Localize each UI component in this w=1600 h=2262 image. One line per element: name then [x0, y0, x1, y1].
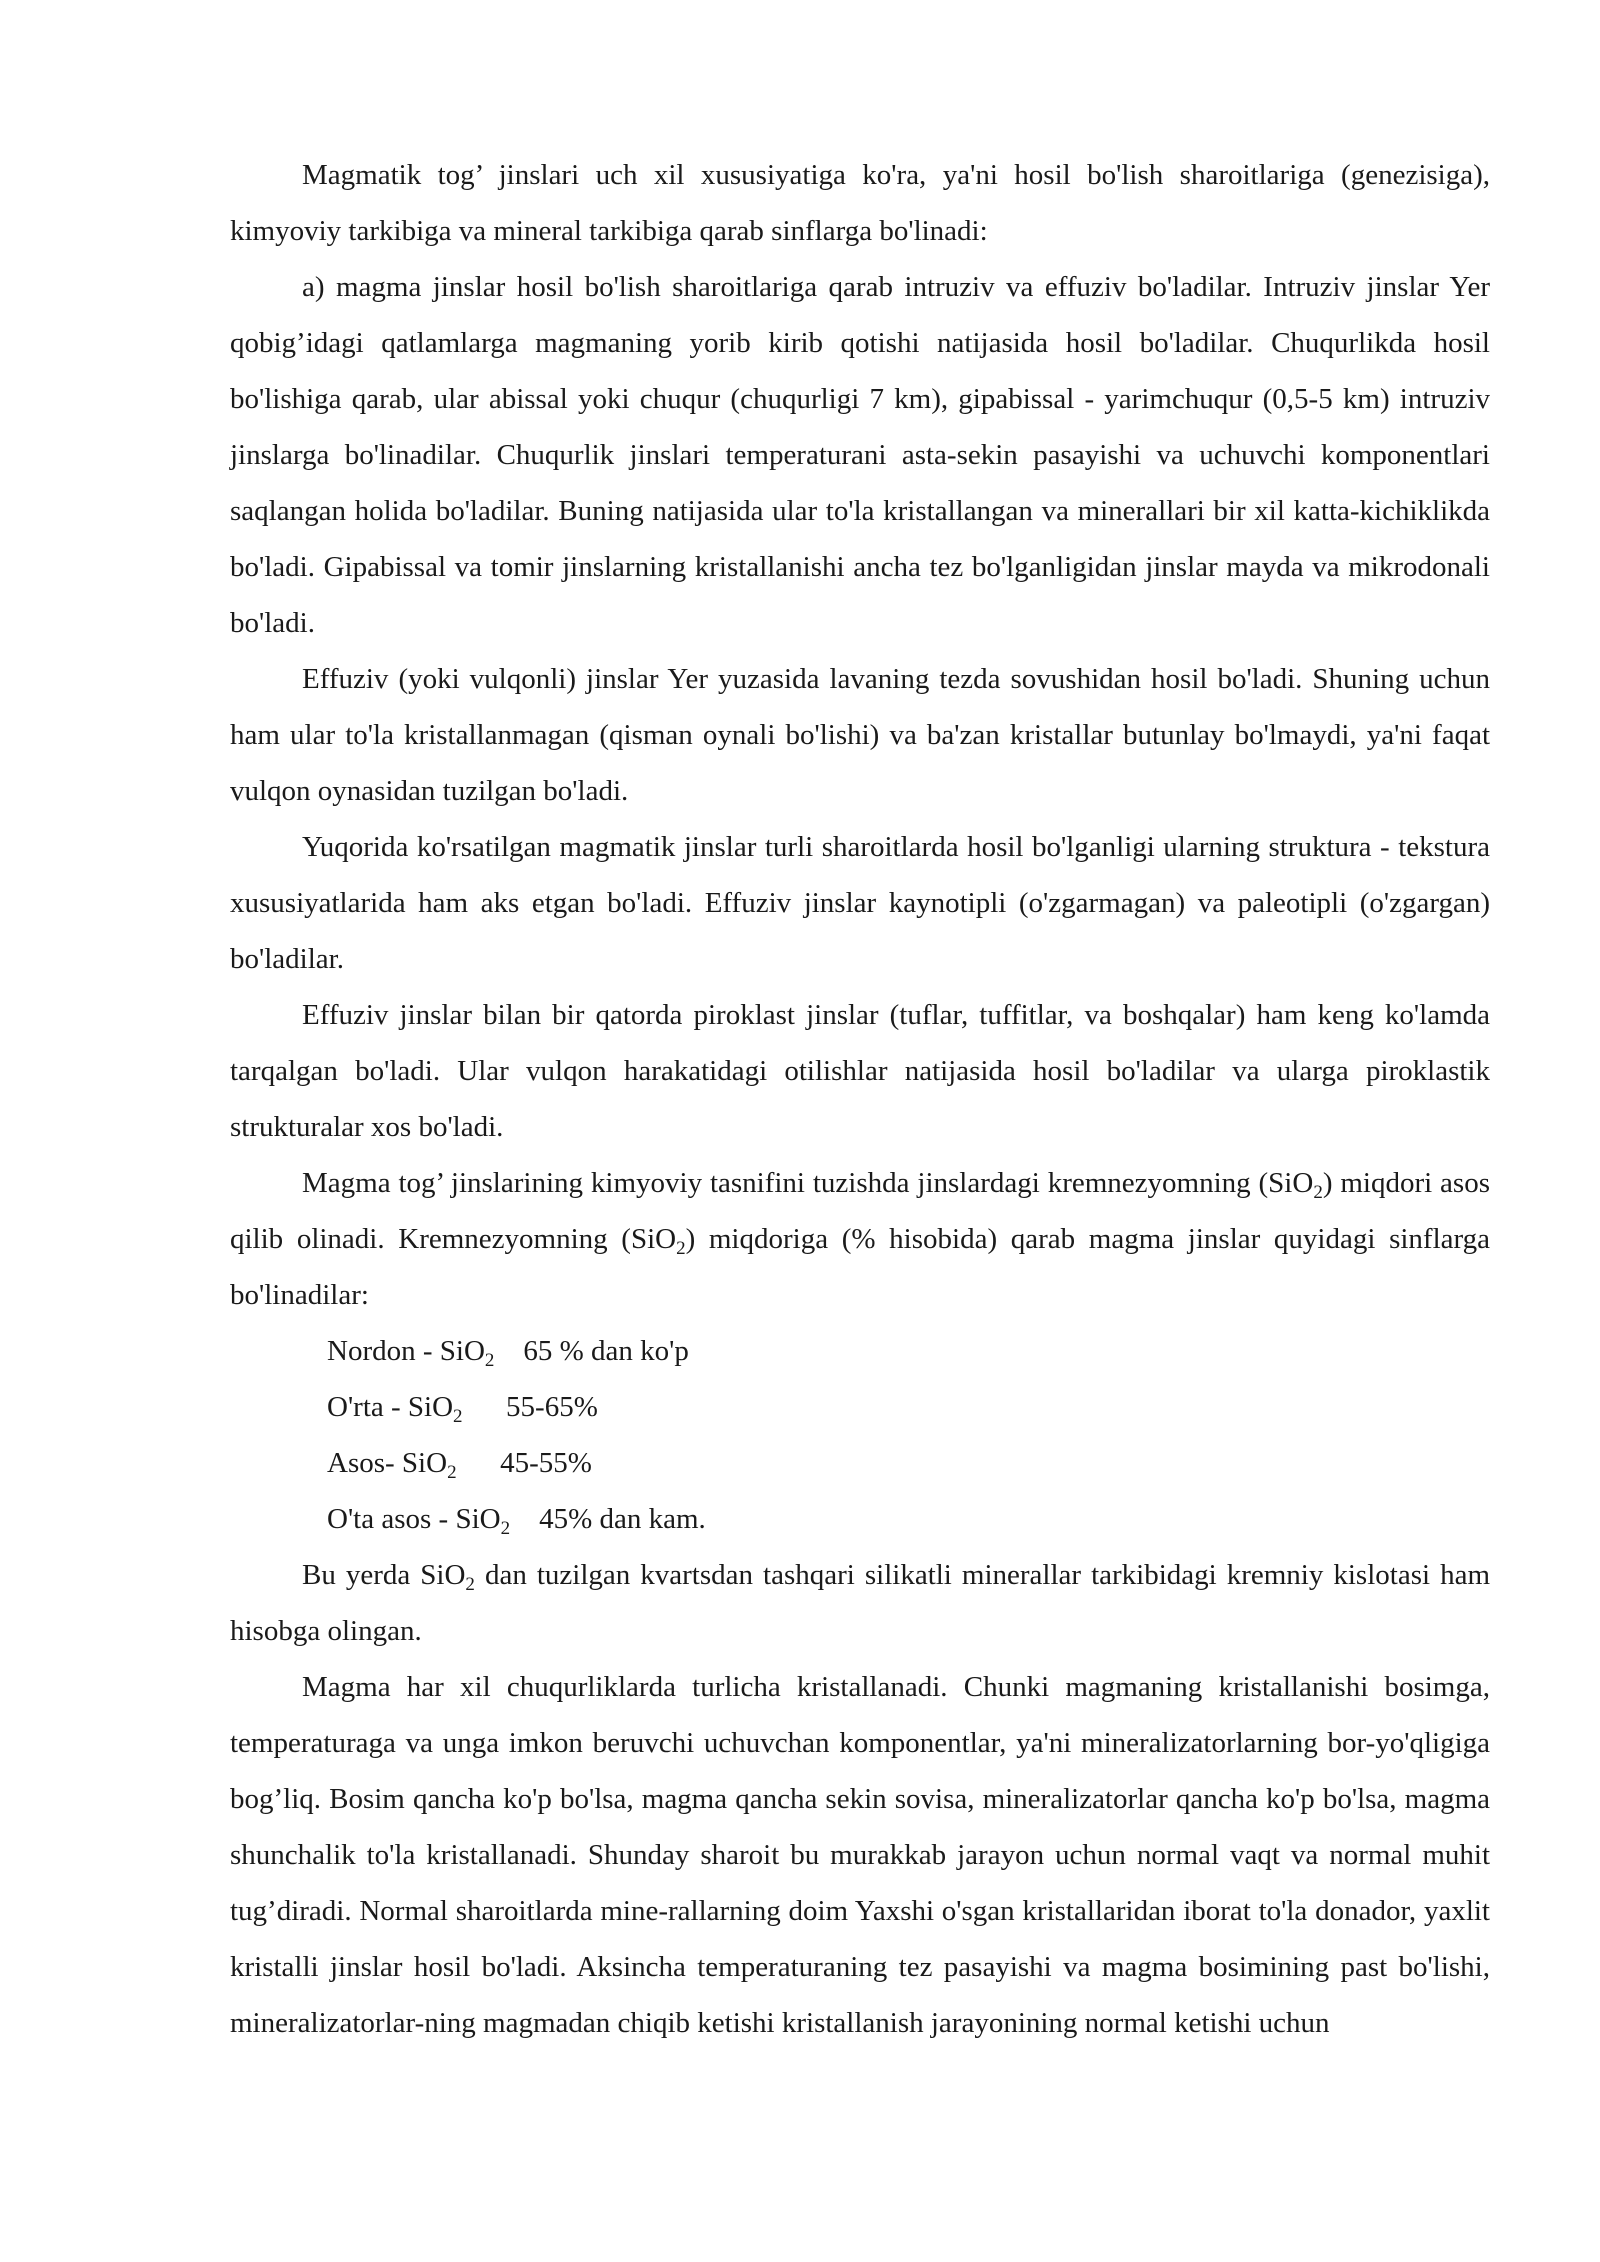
- list-item: [327, 1323, 1490, 1379]
- paragraph-crystallization: Magma har xil chuqurliklarda turlicha kristallanadi. Chunki magmaning kristallanishi bosimga, temperaturaga va unga imkon beruvchi uchuvchan komponentlar, ya'ni mineralizatorlarning bor-yo'qligiga bog’liq. Bosim qancha ko'p bo'lsa, magma qancha sekin sovisa, mineralizatorlar qancha ko'p bo'lsa, magma shunchalik to'la kristallanadi. Shunday sharoit bu murakkab jarayon uchun normal vaqt va normal muhit tug’diradi. Normal sharoitlarda mine-rallarning doim Yaxshi o'sgan kristallaridan iborat to'la donador, yaxlit kristalli jinslar hosil bo'ladi. Aksincha temperaturaning tez pasayishi va magma bosimining past bo'lishi, mineralizatorlar-ning magmadan chiqib ketishi kristallanish jarayonining normal ketishi uchun: [230, 1671, 1490, 2039]
- subscript: 2: [676, 1238, 686, 1259]
- subscript: 2: [1313, 1182, 1323, 1203]
- subscript: 2: [453, 1406, 463, 1427]
- paragraph-structure-texture: Yuqorida ko'rsatilgan magmatik jinslar turli sharoitlarda hosil bo'lganligi ularning struktura - tekstura xususiyatlarida ham aks etgan bo'ladi. Effuziv jinslar kaynotipli (o'zgarmagan) va paleotipli (o'zgargan) bo'ladilar.: [230, 831, 1490, 975]
- text-segment: Magma tog’ jinslarining kimyoviy tasnifini tuzishda jinslardagi kremnezyomning (SiO: [302, 1167, 1314, 1199]
- text-segment: ) miqdoriga (% hisobida) qarab magma jinslar quyidagi sinflarga bo'linadilar:: [230, 1223, 1491, 1311]
- class-value: 45-55%: [500, 1447, 592, 1479]
- paragraph-classification-intro: Magmatik tog’ jinslari uch xil xususiyatiga ko'ra, ya'ni hosil bo'lish sharoitlariga (genezisiga), kimyoviy tarkibiga va mineral tarkibiga qarab sinflarga bo'linadi:: [230, 159, 1490, 247]
- text-segment: Bu yerda SiO: [302, 1559, 466, 1591]
- spacer: [510, 1491, 539, 1547]
- spacer: [494, 1323, 523, 1379]
- paragraph-effusive-rocks: Effuziv (yoki vulqonli) jinslar Yer yuzasida lavaning tezda sovushidan hosil bo'ladi. Shuning uchun ham ular to'la kristallanmagan (qisman oynali bo'lishi) va ba'zan kristallar butunlay bo'lmaydi, ya'ni faqat vulqon oynasidan tuzilgan bo'ladi.: [230, 663, 1490, 807]
- class-name: Nordon - SiO: [327, 1335, 485, 1367]
- text-segment: dan tuzilgan kvartsdan tashqari silikatli minerallar tarkibidagi kremniy kislotasi ham hisobga olingan.: [230, 1559, 1491, 1647]
- class-value: 65 % dan ko'p: [523, 1335, 689, 1367]
- class-name: O'ta asos - SiO: [327, 1503, 501, 1535]
- subscript: 2: [484, 1350, 495, 1371]
- class-value: 45% dan kam.: [539, 1503, 706, 1535]
- class-value: 55-65%: [506, 1391, 598, 1423]
- silica-classes-list: [230, 1323, 1490, 1547]
- paragraph-silica-classification: [230, 1155, 1490, 1323]
- list-item: [327, 1435, 1490, 1491]
- list-item: [327, 1491, 1490, 1547]
- spacer: [463, 1379, 507, 1435]
- paragraph-pyroclastic-rocks: Effuziv jinslar bilan bir qatorda piroklast jinslar (tuflar, tuffitlar, va boshqalar) ham keng ko'lamda tarqalgan bo'ladi. Ular vulqon harakatidagi otilishlar natijasida hosil bo'ladilar va ularga piroklastik strukturalar xos bo'ladi.: [230, 999, 1490, 1143]
- subscript: 2: [500, 1518, 511, 1539]
- spacer: [457, 1435, 501, 1491]
- subscript: 2: [447, 1462, 457, 1483]
- class-name: O'rta - SiO: [327, 1391, 454, 1423]
- class-name: Asos- SiO: [327, 1447, 448, 1479]
- paragraph-quartz-note: [230, 1547, 1490, 1659]
- paragraph-intrusive-rocks: a) magma jinslar hosil bo'lish sharoitlariga qarab intruziv va effuziv bo'ladilar. Intruziv jinslar Yer qobig’idagi qatlamlarga magmaning yorib kirib qotishi natijasida hosil bo'ladilar. Chuqurlikda hosil bo'lishiga qarab, ular abissal yoki chuqur (chuqurligi 7 km), gipabissal - yarimchuqur (0,5-5 km) intruziv jinslarga bo'linadilar. Chuqurlik jinslari temperaturani asta-sekin pasayishi va uchuvchi komponentlari saqlangan holida bo'ladilar. Buning natijasida ular to'la kristallangan va minerallari bir xil katta-kichiklikda bo'ladi. Gipabissal va tomir jinslarning kristallanishi ancha tez bo'lganligidan jinslar mayda va mikrodonali bo'ladi.: [230, 271, 1490, 639]
- subscript: 2: [465, 1574, 475, 1595]
- list-item: [327, 1379, 1490, 1435]
- text-segment: ) miqdori asos qilib olinadi. Kremnezyomning (SiO: [230, 1167, 1491, 1255]
